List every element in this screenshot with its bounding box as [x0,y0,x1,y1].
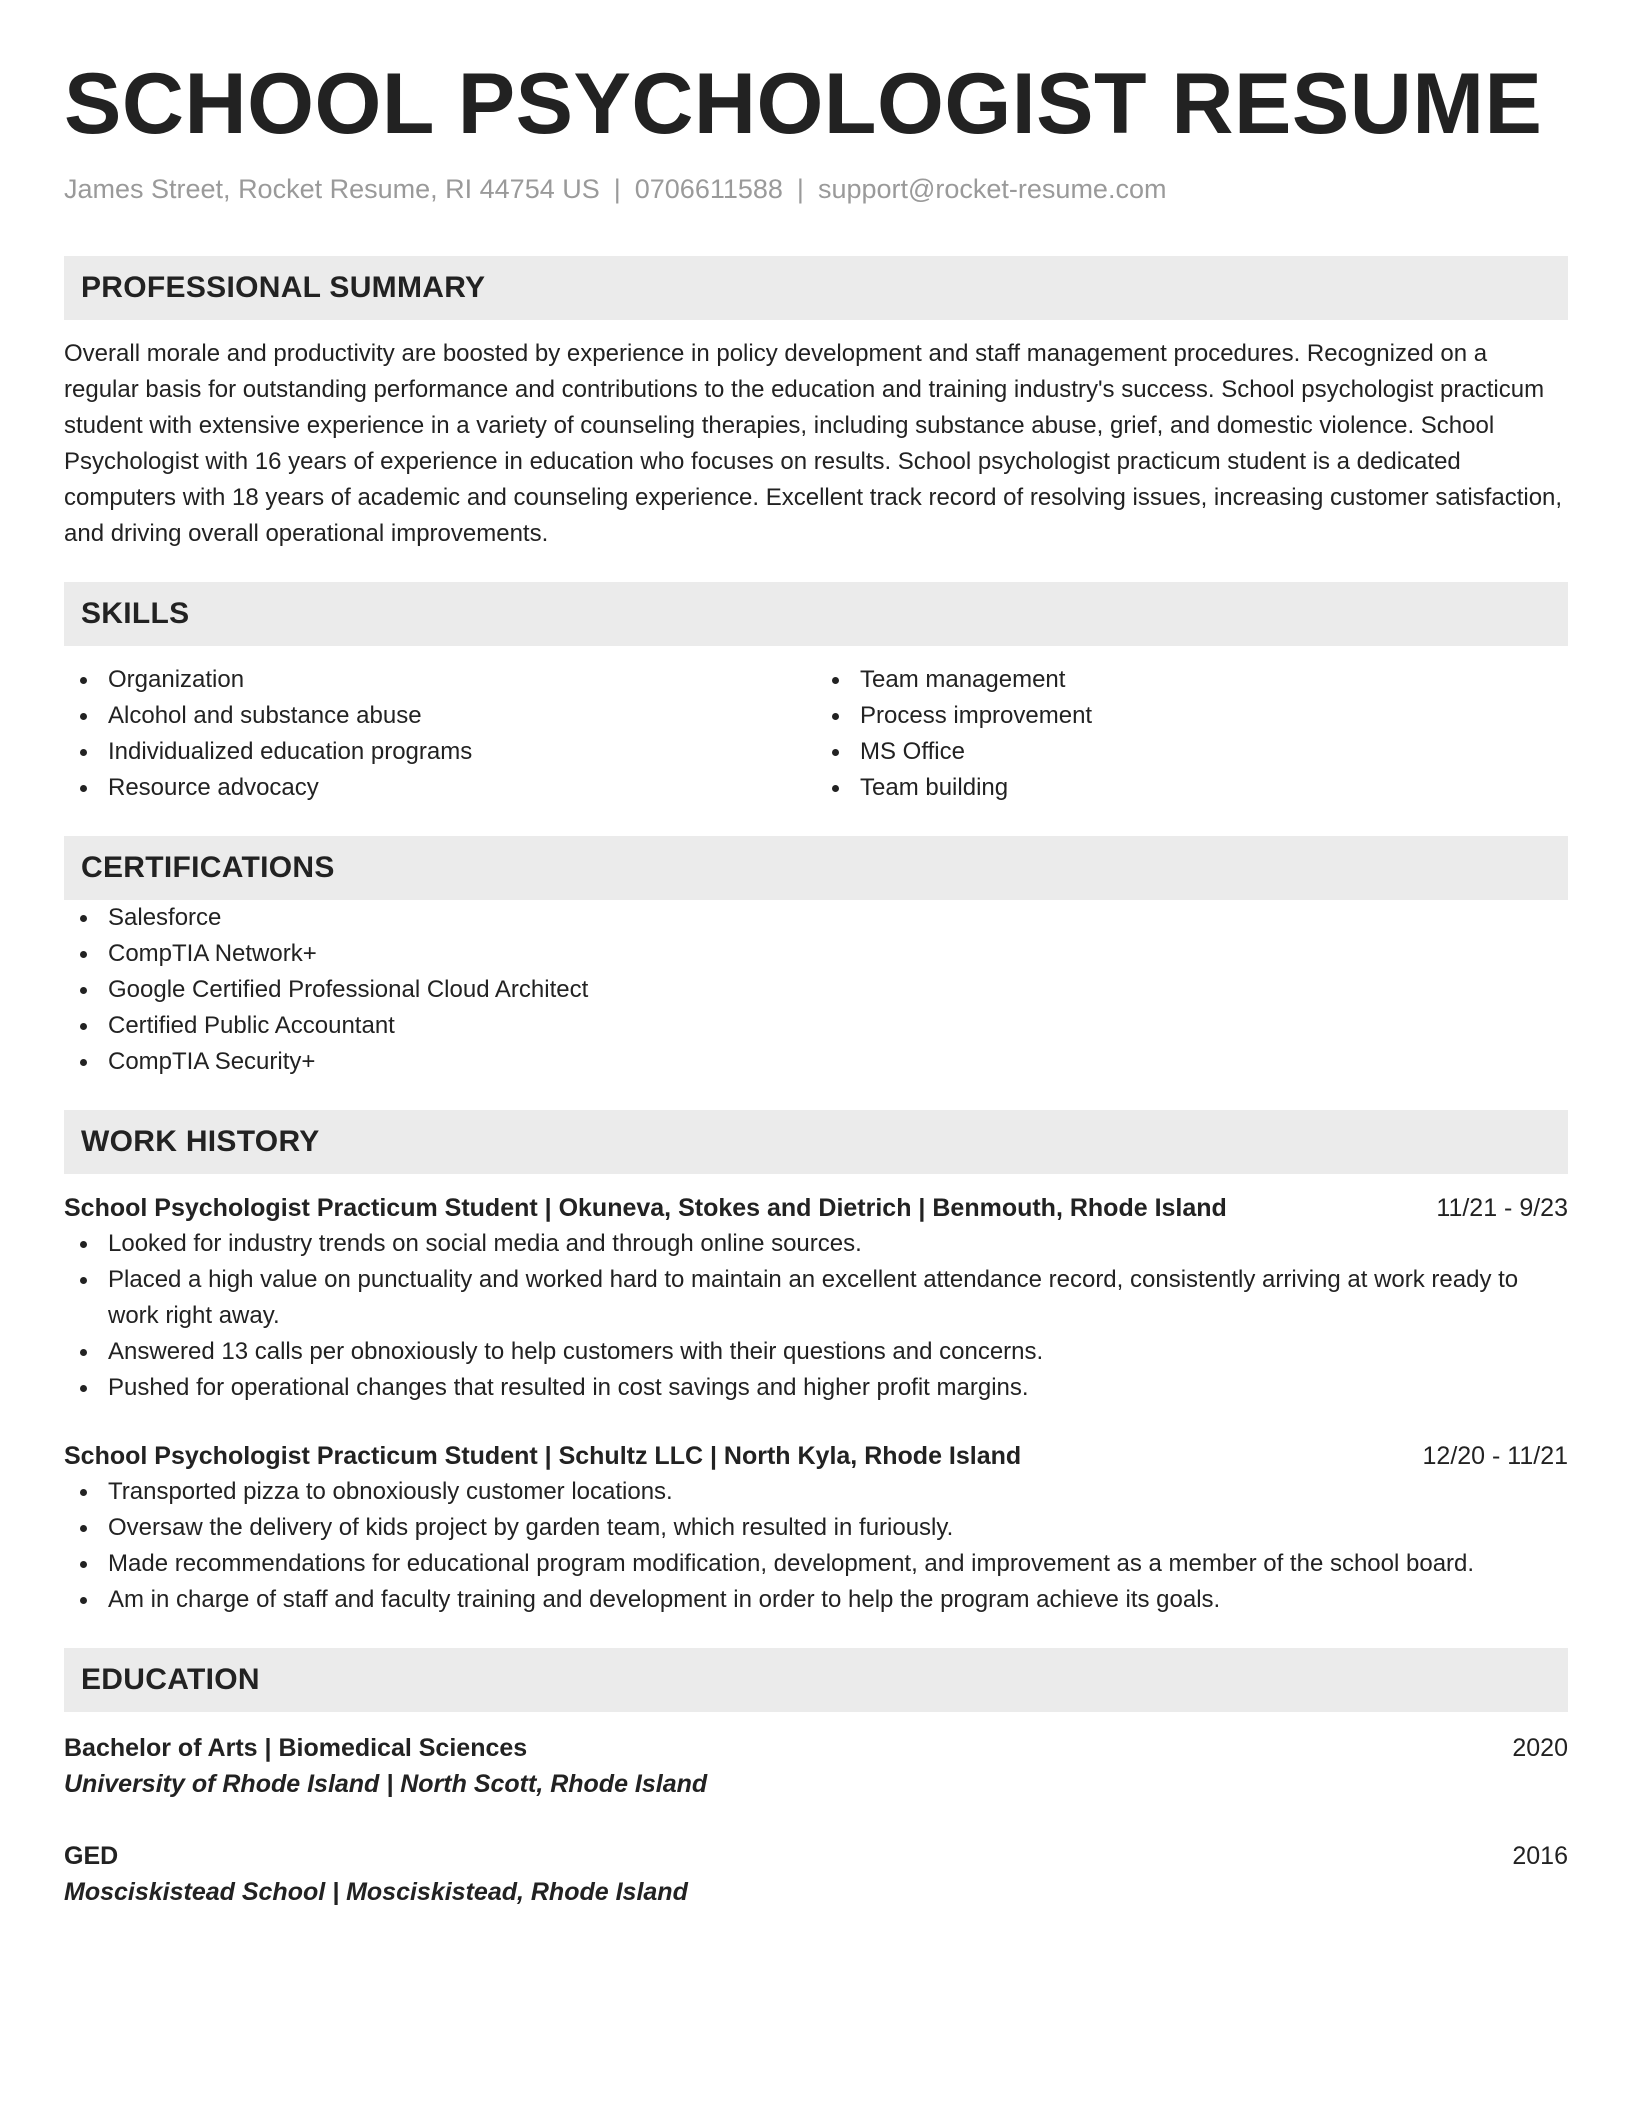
skills-heading: SKILLS [64,582,1568,646]
job-bullet: Made recommendations for educational program modification, development, and improvement as a member of the school board. [64,1546,1568,1582]
job-entry [64,1190,1568,1406]
education-year: 2016 [1512,1842,1568,1870]
education-school: University of Rhode Island | North Scott, Rhode Island [64,1770,708,1798]
education-degree: Bachelor of Arts | Biomedical Sciences [64,1734,528,1762]
summary-text: Overall morale and productivity are boosted by experience in policy development and staff management procedures. Recognized on a regular basis for outstanding performance and contributions to the education and training industry's success. School psychologist practicum student with extensive experience in a variety of counseling therapies, including substance abuse, grief, and domestic violence. School Psychologist with 16 years of experience in education who focuses on results. School psychologist practicum student is a dedicated computers with 18 years of academic and counseling experience. Excellent track record of resolving issues, increasing customer satisfaction, and driving overall operational improvements. [64,340,1563,547]
job-title: School Psychologist Practicum Student | Okuneva, Stokes and Dietrich | Benmouth, Rhode Island [64,1194,1227,1222]
education-header [64,1838,1568,1874]
contact-line [64,172,1568,206]
job-bullet: Looked for industry trends on social media and through online sources. [64,1226,1568,1262]
contact-separator: | [613,174,621,204]
education-heading: EDUCATION [64,1648,1568,1712]
skill-item: Alcohol and substance abuse [64,698,816,734]
certification-item: Google Certified Professional Cloud Architect [64,972,1568,1008]
education-year: 2020 [1512,1734,1568,1762]
contact-separator: | [796,174,804,204]
job-header [64,1190,1568,1226]
job-bullets [64,1474,1568,1618]
skills-column-right [816,662,1568,806]
job-dates: 11/21 - 9/23 [1436,1194,1568,1222]
education-entry [64,1730,1568,1802]
job-title: School Psychologist Practicum Student | Schultz LLC | North Kyla, Rhode Island [64,1442,1022,1470]
skills-list [64,662,1568,806]
certification-item: Certified Public Accountant [64,1008,1568,1044]
education-entry [64,1838,1568,1910]
education-degree: GED [64,1842,119,1870]
skills-column-left [64,662,816,806]
education-header [64,1730,1568,1766]
job-dates: 12/20 - 11/21 [1422,1442,1568,1470]
contact-address: James Street, Rocket Resume, RI 44754 US [64,174,600,204]
job-header [64,1438,1568,1474]
skill-item: Resource advocacy [64,770,816,806]
job-entry [64,1438,1568,1618]
contact-phone: 0706611588 [634,174,783,204]
contact-email: support@rocket-resume.com [817,174,1167,204]
certification-item: CompTIA Security+ [64,1044,1568,1080]
job-bullets [64,1226,1568,1406]
skill-item: Team building [816,770,1568,806]
certification-item: Salesforce [64,900,1568,936]
job-bullet: Answered 13 calls per obnoxiously to help customers with their questions and concerns. [64,1334,1568,1370]
job-bullet: Placed a high value on punctuality and worked hard to maintain an excellent attendance record, consistently arriving at work ready to work right away. [64,1262,1568,1334]
skill-item: Team management [816,662,1568,698]
job-bullet: Am in charge of staff and faculty training and development in order to help the program achieve its goals. [64,1582,1568,1618]
job-bullet: Oversaw the delivery of kids project by garden team, which resulted in furiously. [64,1510,1568,1546]
page-title: SCHOOL PSYCHOLOGIST RESUME [64,56,1543,152]
job-bullet: Transported pizza to obnoxiously customer locations. [64,1474,1568,1510]
education-school: Mosciskistead School | Mosciskistead, Rhode Island [64,1878,688,1906]
job-bullet: Pushed for operational changes that resulted in cost savings and higher profit margins. [64,1370,1568,1406]
skill-item: MS Office [816,734,1568,770]
work-history-heading: WORK HISTORY [64,1110,1568,1174]
skill-item: Individualized education programs [64,734,816,770]
summary-heading: PROFESSIONAL SUMMARY [64,256,1568,320]
skill-item: Organization [64,662,816,698]
certification-item: CompTIA Network+ [64,936,1568,972]
certifications-heading: CERTIFICATIONS [64,836,1568,900]
skill-item: Process improvement [816,698,1568,734]
certifications-list [64,900,1568,1080]
